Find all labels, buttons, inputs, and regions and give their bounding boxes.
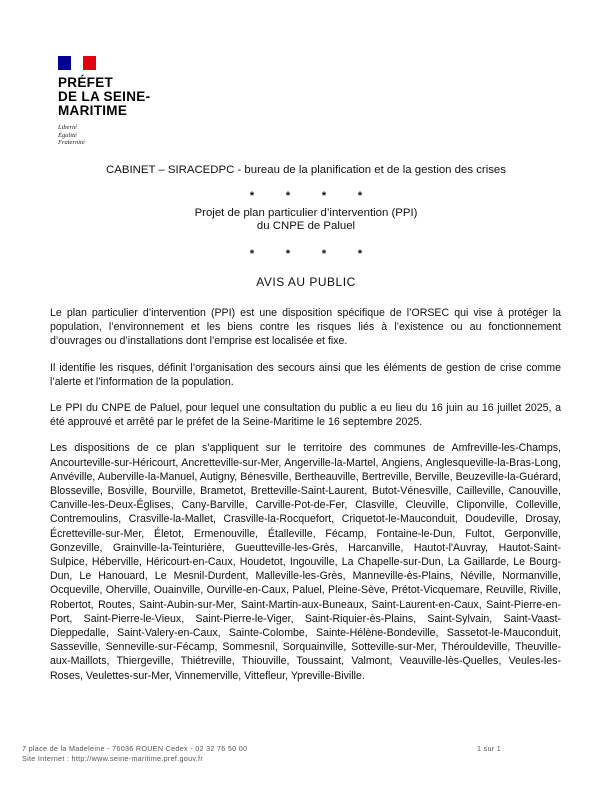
paragraph: Le PPI du CNPE de Paluel, pour lequel une consultation du public a eu lieu du 16 juin au 16 juillet 2025, a été approuvé et arrêté par le préfet de la Seine-Maritime le 16 septembre 2025. [50,402,561,429]
ppi-subtitle: du CNPE de Paluel [256,220,356,232]
paragraph: Il identifie les risques, définit l’organisation des secours ainsi que les éléments de gestion de crise comme l’alerte et l’information de la population. [50,361,561,388]
star: * [249,190,255,202]
star: * [285,248,291,260]
prefecture-title-line: PRÉFET [58,75,114,90]
republic-flag-logo [58,56,96,70]
notice-title: AVIS AU PUBLIC [256,275,356,289]
paragraph: Le plan particulier d’intervention (PPI) est une disposition spécifique de l’ORSEC qui vise à protéger la population, l’environnement et les biens contre les risques liés à l’existence ou au fonctionnement d’ouvrages ou d’installations dont l’emprise est localisée et fixe. [50,307,561,348]
republic-motto [58,124,150,147]
flag-blue [58,56,71,70]
page-number: 1 sur 1 [477,744,502,753]
prefecture-title-line: MARITIME [58,103,128,118]
motto-line: Liberté [58,124,77,131]
footer-address: 7 place de la Madeleine - 76036 ROUEN Cedex - 02 32 76 50 00 [22,744,248,753]
star: * [357,190,363,202]
prefecture-title-line: DE LA SEINE- [58,89,151,104]
footer-website: Site Internet : http://www.seine-maritime.pref.gouv.fr [22,753,204,763]
motto-line: Égalité [58,131,77,139]
flag-red [83,56,96,70]
star: * [357,248,363,260]
page-footer [22,744,592,763]
star: * [321,248,327,260]
star: * [285,190,291,202]
prefecture-header [58,56,150,147]
star: * [321,190,327,202]
prefecture-title [58,76,150,118]
star-separator [0,248,612,260]
communes-paragraph: Les dispositions de ce plan s’appliquent sur le territoire des communes de Amfreville-les-Champs, Ancourteville-sur-Héricourt, Ancretteville-sur-Mer, Angerville-la-Martel, Angiens, Anglesqueville-la-Bras-Long, Anvéville, Auberville-la-Manuel, Autigny, Bénesville, Bertheauville, Bertreville, Berville, Beuzeville-la-Guérard, Blosseville, Bosville, Bourville, Brametot, Bretteville-Saint-Laurent, Butot-Vénesville, Cailleville, Canouville, Canville-les-Deux-Églises, Cany-Barville, Carville-Pot-de-Fer, Clasville, Cleuville, Cliponville, Colleville, Contremoulins, Crasville-la-Mallet, Crasville-la-Rocquefort, Criquetot-le-Mauconduit, Doudeville, Drosay, Écretteville-sur-Mer, Életot, Ermenouville, Étalleville, Fécamp, Fontaine-le-Dun, Fultot, Gerponville, Gonzeville, Grainville-la-Teinturière, Gueutteville-les-Grès, Harcanville, Hautot-l'Auvray, Hautot-Saint-Sulpice, Héberville, Héricourt-en-Caux, Houdetot, Ingouville, La Chapelle-sur-Dun, La Gaillarde, Le Bourg-Dun, Le Hanouard, Le Mesnil-Durdent, Malleville-les-Grès, Manneville-ès-Plains, Néville, Normanville, Ocqueville, Oherville, Ouainville, Ourville-en-Caux, Paluel, Pleine-Sève, Prétot-Vicquemare, Reuville, Riville, Robertot, Routes, Saint-Aubin-sur-Mer, Saint-Martin-aux-Buneaux, Saint-Laurent-en-Caux, Saint-Pierre-en-Port, Saint-Pierre-le-Vieux, Saint-Pierre-le-Viger, Saint-Riquier-ès-Plains, Saint-Sylvain, Saint-Vaast-Dieppedalle, Saint-Valery-en-Caux, Sainte-Colombe, Sainte-Hélène-Bondeville, Sassetot-le-Mauconduit, Sasseville, Senneville-sur-Fécamp, Sommesnil, Sorquainville, Sotteville-sur-Mer, Thérouldeville, Theuville-aux-Maillots, Thiergeville, Thiétreville, Thiouville, Toussaint, Valmont, Veauville-lès-Quelles, Veules-les-Roses, Veulettes-sur-Mer, Vinnemerville, Vittefleur, Ypreville-Biville. [50,442,561,682]
star: * [249,248,255,260]
cabinet-heading: CABINET – SIRACEDPC - bureau de la planification et de la gestion des crises [106,164,506,176]
notice-body [50,306,561,695]
star-separator [0,190,612,202]
flag-white [71,56,84,70]
ppi-title: Projet de plan particulier d’intervention (PPI) [194,207,418,219]
motto-line: Fraternité [58,139,85,146]
